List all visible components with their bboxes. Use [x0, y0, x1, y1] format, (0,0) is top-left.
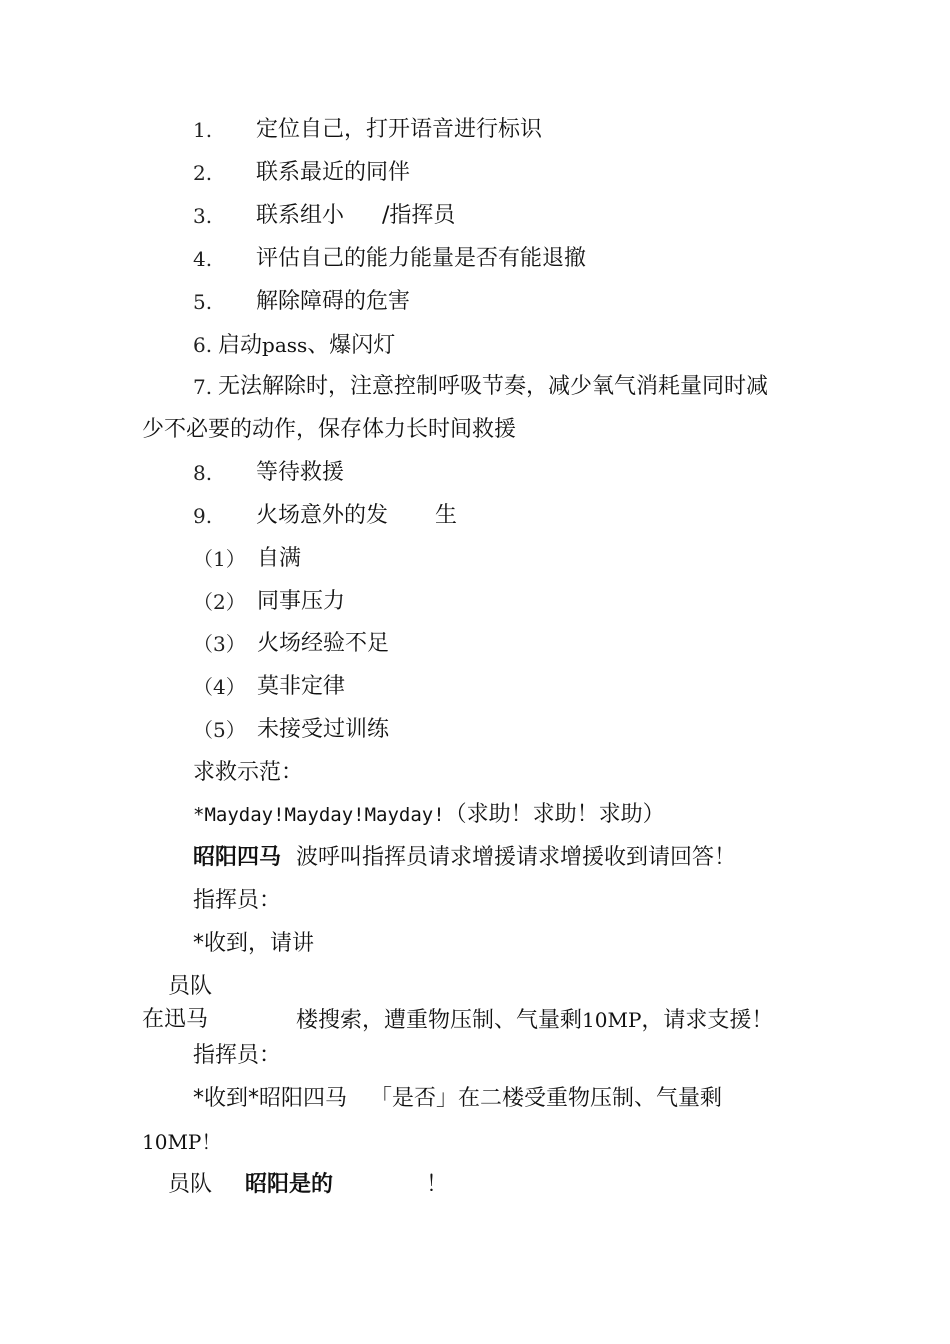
item-number: 1.: [193, 118, 213, 142]
item-number: 7.: [193, 375, 213, 399]
cause-text: 未接受过训练: [257, 717, 390, 742]
call-line-text: 波呼叫指挥员请求增援请求增援收到请回答！: [296, 845, 737, 870]
item-number: 8.: [193, 461, 213, 485]
location-text: 楼搜索，遭重物压制、气量剩10MP，请求支援！: [296, 1008, 774, 1033]
commander-label: 指挥员：: [193, 888, 282, 913]
commander-reply: *收到，请讲: [193, 931, 315, 956]
cause-number: （1）: [193, 547, 246, 571]
cause-text: 同事压力: [257, 589, 346, 614]
cause-number: （3）: [193, 632, 246, 656]
item-number: 4.: [193, 247, 213, 271]
cause-text: 火场经验不足: [257, 631, 390, 656]
commander-label: 指挥员：: [193, 1043, 282, 1068]
item-text: 无法解除时，注意控制呼吸节奏，减少氧气消耗量同时减: [218, 374, 769, 399]
item-text-suffix: 生: [435, 503, 458, 528]
item-text-continued: 少不必要的动作，保存体力长时间救援: [142, 417, 517, 442]
item-text-suffix: /指挥员: [382, 203, 456, 228]
member-label: 员队: [168, 974, 213, 999]
item-number: 2.: [193, 161, 213, 185]
item-text: 等待救援: [256, 460, 345, 485]
cause-text: 自满: [257, 546, 302, 571]
item-number: 6.: [193, 333, 213, 357]
item-text: 启动pass、爆闪灯: [218, 333, 396, 358]
cause-number: （2）: [193, 590, 246, 614]
item-text: 解除障碍的危害: [256, 289, 411, 314]
member-label: 员队: [168, 1172, 213, 1197]
call-line-name: 昭阳四马: [193, 845, 282, 870]
item-number: 5.: [193, 290, 213, 314]
cause-number: （4）: [193, 675, 246, 699]
commander-reply-text: 「是否」在二楼受重物压制、气量剩: [370, 1086, 723, 1111]
item-text: 联系组小: [256, 203, 345, 228]
member-reply: 昭阳是的: [245, 1172, 334, 1197]
item-text: 火场意外的发: [256, 503, 389, 528]
commander-reply-continued: 10MP！: [142, 1130, 222, 1154]
cause-text: 莫非定律: [257, 674, 346, 699]
member-reply-end: ！: [426, 1172, 449, 1197]
item-text: 定位自己，打开语音进行标识: [256, 117, 543, 142]
demo-title: 求救示范：: [193, 760, 304, 785]
mayday-line: *Mayday!Mayday!Mayday!（求助！求助！求助）: [193, 802, 665, 827]
item-text: 联系最近的同伴: [256, 160, 411, 185]
location-name: 在迅马: [142, 1007, 209, 1032]
cause-number: （5）: [193, 718, 246, 742]
item-number: 3.: [193, 204, 213, 228]
item-number: 9.: [193, 504, 213, 528]
commander-reply: *收到*昭阳四马: [193, 1086, 348, 1111]
item-text: 评估自己的能力能量是否有能退撤: [256, 246, 587, 271]
